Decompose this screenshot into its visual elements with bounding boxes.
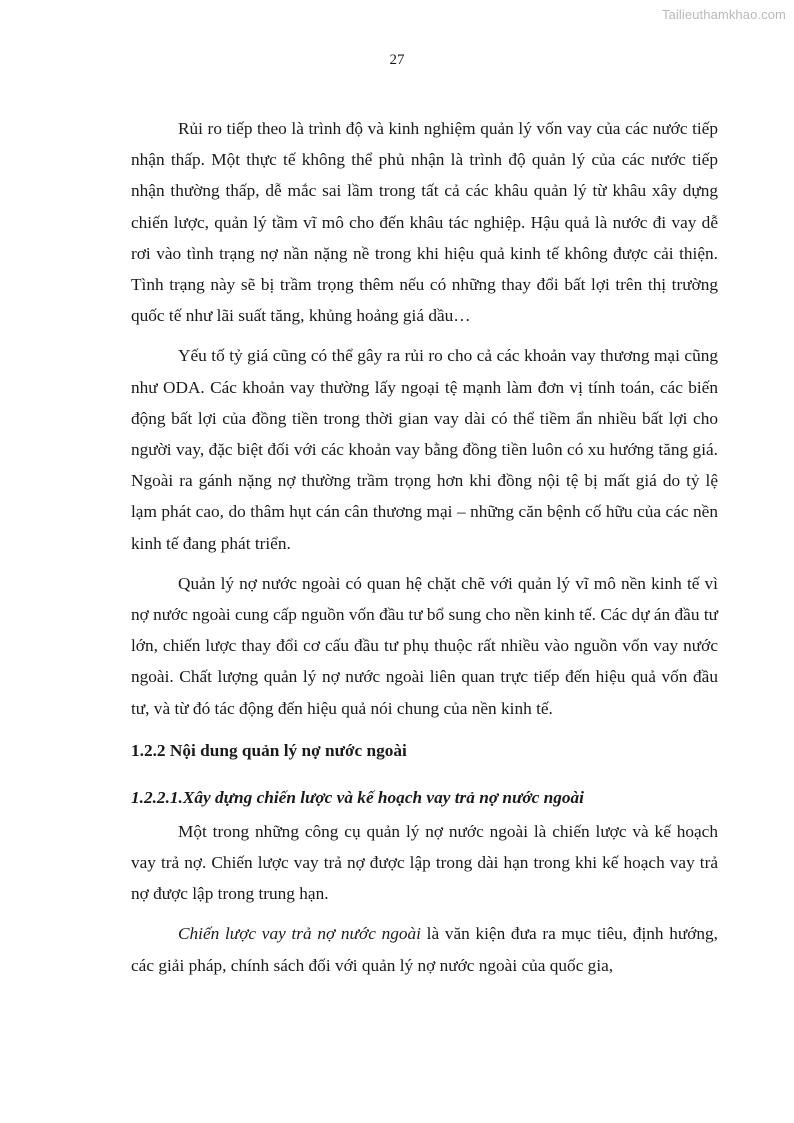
subsection-heading: 1.2.2.1.Xây dựng chiến lược và kế hoạch vay trả nợ nước ngoài — [131, 787, 584, 807]
paragraph-risk-management-capacity: Rủi ro tiếp theo là trình độ và kinh nghiệm quản lý vốn vay của các nước tiếp nhận thấp. Một thực tế không thể phủ nhận là trình độ quản lý của các nước tiếp nhận thường thấp, dễ mắc sai lầm trong tất cả các khâu quản lý từ khâu xây dựng chiến lược, quản lý tầm vĩ mô cho đến khâu tác nghiệp. Hậu quả là nước đi vay dễ rơi vào tình trạng nợ nần nặng nề trong khi hiệu quả kinh tế không được cải thiện. Tình trạng này sẽ bị trầm trọng thêm nếu có những thay đổi bất lợi trên thị trường quốc tế như lãi suất tăng, khủng hoảng giá dầu… — [131, 119, 718, 326]
paragraph-strategy-tools: Một trong những công cụ quản lý nợ nước ngoài là chiến lược và kế hoạch vay trả nợ. Chiến lược vay trả nợ được lập trong dài hạn trong khi kế hoạch vay trả nợ được lập trong trung hạn. — [131, 821, 718, 904]
section-heading: 1.2.2 Nội dung quản lý nợ nước ngoài — [131, 740, 407, 760]
paragraph-exchange-rate-risk: Yếu tố tỷ giá cũng có thể gây ra rủi ro cho cả các khoản vay thương mại cũng như ODA. Các khoản vay thường lấy ngoại tệ mạnh làm đơn vị tính toán, các biến động bất lợi của đồng tiền trong thời gian vay dài có thể tiềm ẩn nhiều bất lợi cho người vay, đặc biệt đối với các khoản vay bằng đồng tiền luôn có xu hướng tăng giá. Ngoài ra gánh nặng nợ thường trầm trọng hơn khi đồng nội tệ bị mất giá do tỷ lệ lạm phát cao, do thâm hụt cán cân thương mại – những căn bệnh cố hữu của các nền kinh tế đang phát triển. — [131, 346, 718, 553]
emphasis-term: Chiến lược vay trả nợ nước ngoài — [178, 924, 421, 944]
watermark: Tailieuthamkhao.com — [661, 7, 786, 22]
page-number: 27 — [389, 52, 405, 68]
document-body — [131, 113, 718, 990]
paragraph-strategy-definition — [131, 918, 718, 980]
paragraph-strategy-definition-text: là văn kiện đưa ra mục tiêu, định hướng, các giải pháp, chính sách đối với quản lý nợ nước ngoài của quốc gia, — [131, 924, 719, 975]
paragraph-macro-management: Quản lý nợ nước ngoài có quan hệ chặt chẽ với quản lý vĩ mô nền kinh tế vì nợ nước ngoài cung cấp nguồn vốn đầu tư bổ sung cho nền kinh tế. Các dự án đầu tư lớn, chiến lược thay đổi cơ cấu đầu tư phụ thuộc rất nhiều vào nguồn vốn vay nước ngoài. Chất lượng quản lý nợ nước ngoài liên quan trực tiếp đến hiệu quả vốn đầu tư, và từ đó tác động đến hiệu quả nói chung của nền kinh tế. — [131, 573, 718, 718]
